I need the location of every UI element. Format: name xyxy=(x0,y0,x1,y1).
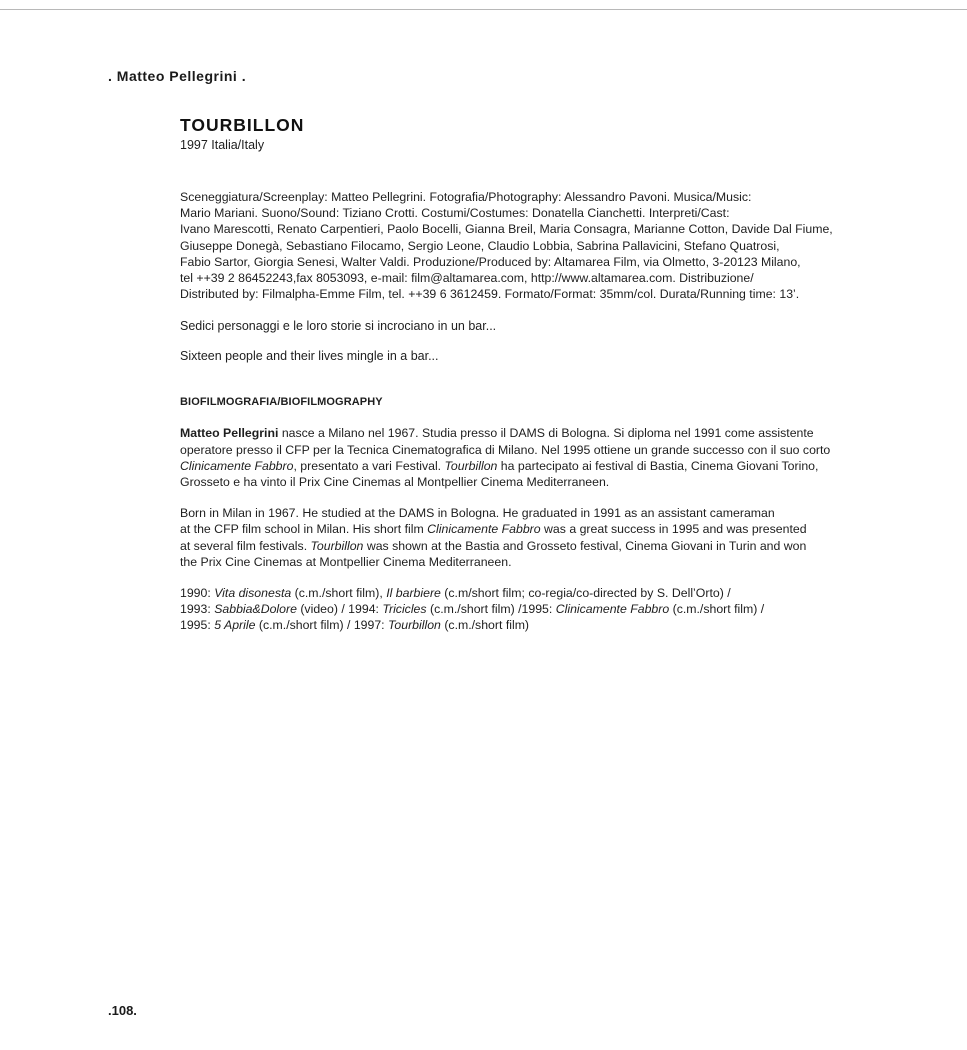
biography-italian xyxy=(180,425,900,490)
film-title-ref: Tourbillon xyxy=(388,618,441,633)
credits-line: Distributed by: Filmalpha-Emme Film, tel. ++39 6 3612459. Formato/Format: 35mm/col. Durata/Running time: 13’. xyxy=(180,287,800,302)
film-title-ref: Il barbiere xyxy=(386,586,441,601)
filmography xyxy=(180,585,900,634)
credits-line: Sceneggiatura/Screenplay: Matteo Pellegrini. Fotografia/Photography: Alessandro Pavoni. Musica/Music: xyxy=(180,190,752,204)
director-name: Matteo Pellegrini xyxy=(180,426,279,441)
bio-line: Born in Milan in 1967. He studied at the DAMS in Bologna. He graduated in 1991 as an assistant cameraman xyxy=(180,506,775,521)
bio-line: Matteo Pellegrini nasce a Milano nel 1967. Studia presso il DAMS di Bologna. Si diploma nel 1991 come assistente xyxy=(180,426,814,441)
bio-line: the Prix Cine Cinemas at Montpellier Cinema Mediterraneen. xyxy=(180,554,512,569)
film-title-ref: Vita disonesta xyxy=(214,586,292,601)
bio-line: Grosseto e ha vinto il Prix Cine Cinemas al Montpellier Cinema Mediterraneen. xyxy=(180,475,610,490)
film-entry xyxy=(180,114,900,634)
bio-line: operatore presso il CFP per la Tecnica Cinematografica di Milano. Nel 1995 ottiene un grande successo con il suo corto xyxy=(180,442,831,457)
bio-line: Clinicamente Fabbro, presentato a vari Festival. Tourbillon ha partecipato ai festival di Bastia, Cinema Giovani Torino, xyxy=(180,458,819,473)
film-title-ref: Sabbia&Dolore xyxy=(214,602,297,617)
biography-english xyxy=(180,505,900,570)
film-title-ref: Tricicles xyxy=(382,602,427,617)
credits-line: Giuseppe Donegà, Sebastiano Filocamo, Sergio Leone, Claudio Lobbia, Sabrina Pallavicini, Stefano Quatrosi, xyxy=(180,238,780,253)
film-title-ref: 5 Aprile xyxy=(214,618,256,633)
synopsis-italian: Sedici personaggi e le loro storie si incrociano in un bar... xyxy=(180,319,497,334)
film-title-ref: Clinicamente Fabbro xyxy=(555,602,670,617)
film-year-country: 1997 Italia/Italy xyxy=(180,138,265,152)
filmography-line: 1993: Sabbia&Dolore (video) / 1994: Tricicles (c.m./short film) /1995: Clinicamente Fabbro (c.m./short film) / xyxy=(180,602,765,617)
bio-line: at several film festivals. Tourbillon was shown at the Bastia and Grosseto festival, Cinema Giovani in Turin and won xyxy=(180,538,807,553)
film-title-ref: Clinicamente Fabbro xyxy=(180,458,294,473)
credits-line: tel ++39 2 86452243,fax 8053093, e-mail: film@altamarea.com, http://www.altamarea.com. Distribuzione/ xyxy=(180,271,754,286)
filmography-line: 1990: Vita disonesta (c.m./short film), Il barbiere (c.m/short film; co-regia/co-directed by S. Dell’Orto) / xyxy=(180,586,731,601)
credits-paragraph xyxy=(180,189,900,302)
bio-line: at the CFP film school in Milan. His short film Clinicamente Fabbro was a great success in 1995 and was presented xyxy=(180,522,807,537)
credits-line: Ivano Marescotti, Renato Carpentieri, Paolo Bocelli, Gianna Breil, Maria Consagra, Marianne Cotton, Davide Dal Fiume, xyxy=(180,222,833,237)
filmography-line: 1995: 5 Aprile (c.m./short film) / 1997: Tourbillon (c.m./short film) xyxy=(180,618,530,633)
film-title: TOURBILLON xyxy=(180,115,305,135)
page-number: .108. xyxy=(108,1003,137,1018)
film-title-ref: Clinicamente Fabbro xyxy=(427,522,541,537)
synopsis-english: Sixteen people and their lives mingle in a bar... xyxy=(180,349,439,364)
credits-line: Mario Mariani. Suono/Sound: Tiziano Crotti. Costumi/Costumes: Donatella Cianchetti. Interpreti/Cast: xyxy=(180,206,730,221)
film-title-ref: Tourbillon xyxy=(310,538,364,553)
top-rule xyxy=(0,9,967,10)
biofilmography-heading: BIOFILMOGRAFIA/BIOFILMOGRAPHY xyxy=(180,396,383,409)
film-title-ref: Tourbillon xyxy=(444,458,498,473)
author-header: . Matteo Pellegrini . xyxy=(108,68,247,84)
credits-line: Fabio Sartor, Giorgia Senesi, Walter Valdi. Produzione/Produced by: Altamarea Film, via Olmetto, 3-20123 Milano, xyxy=(180,254,801,269)
